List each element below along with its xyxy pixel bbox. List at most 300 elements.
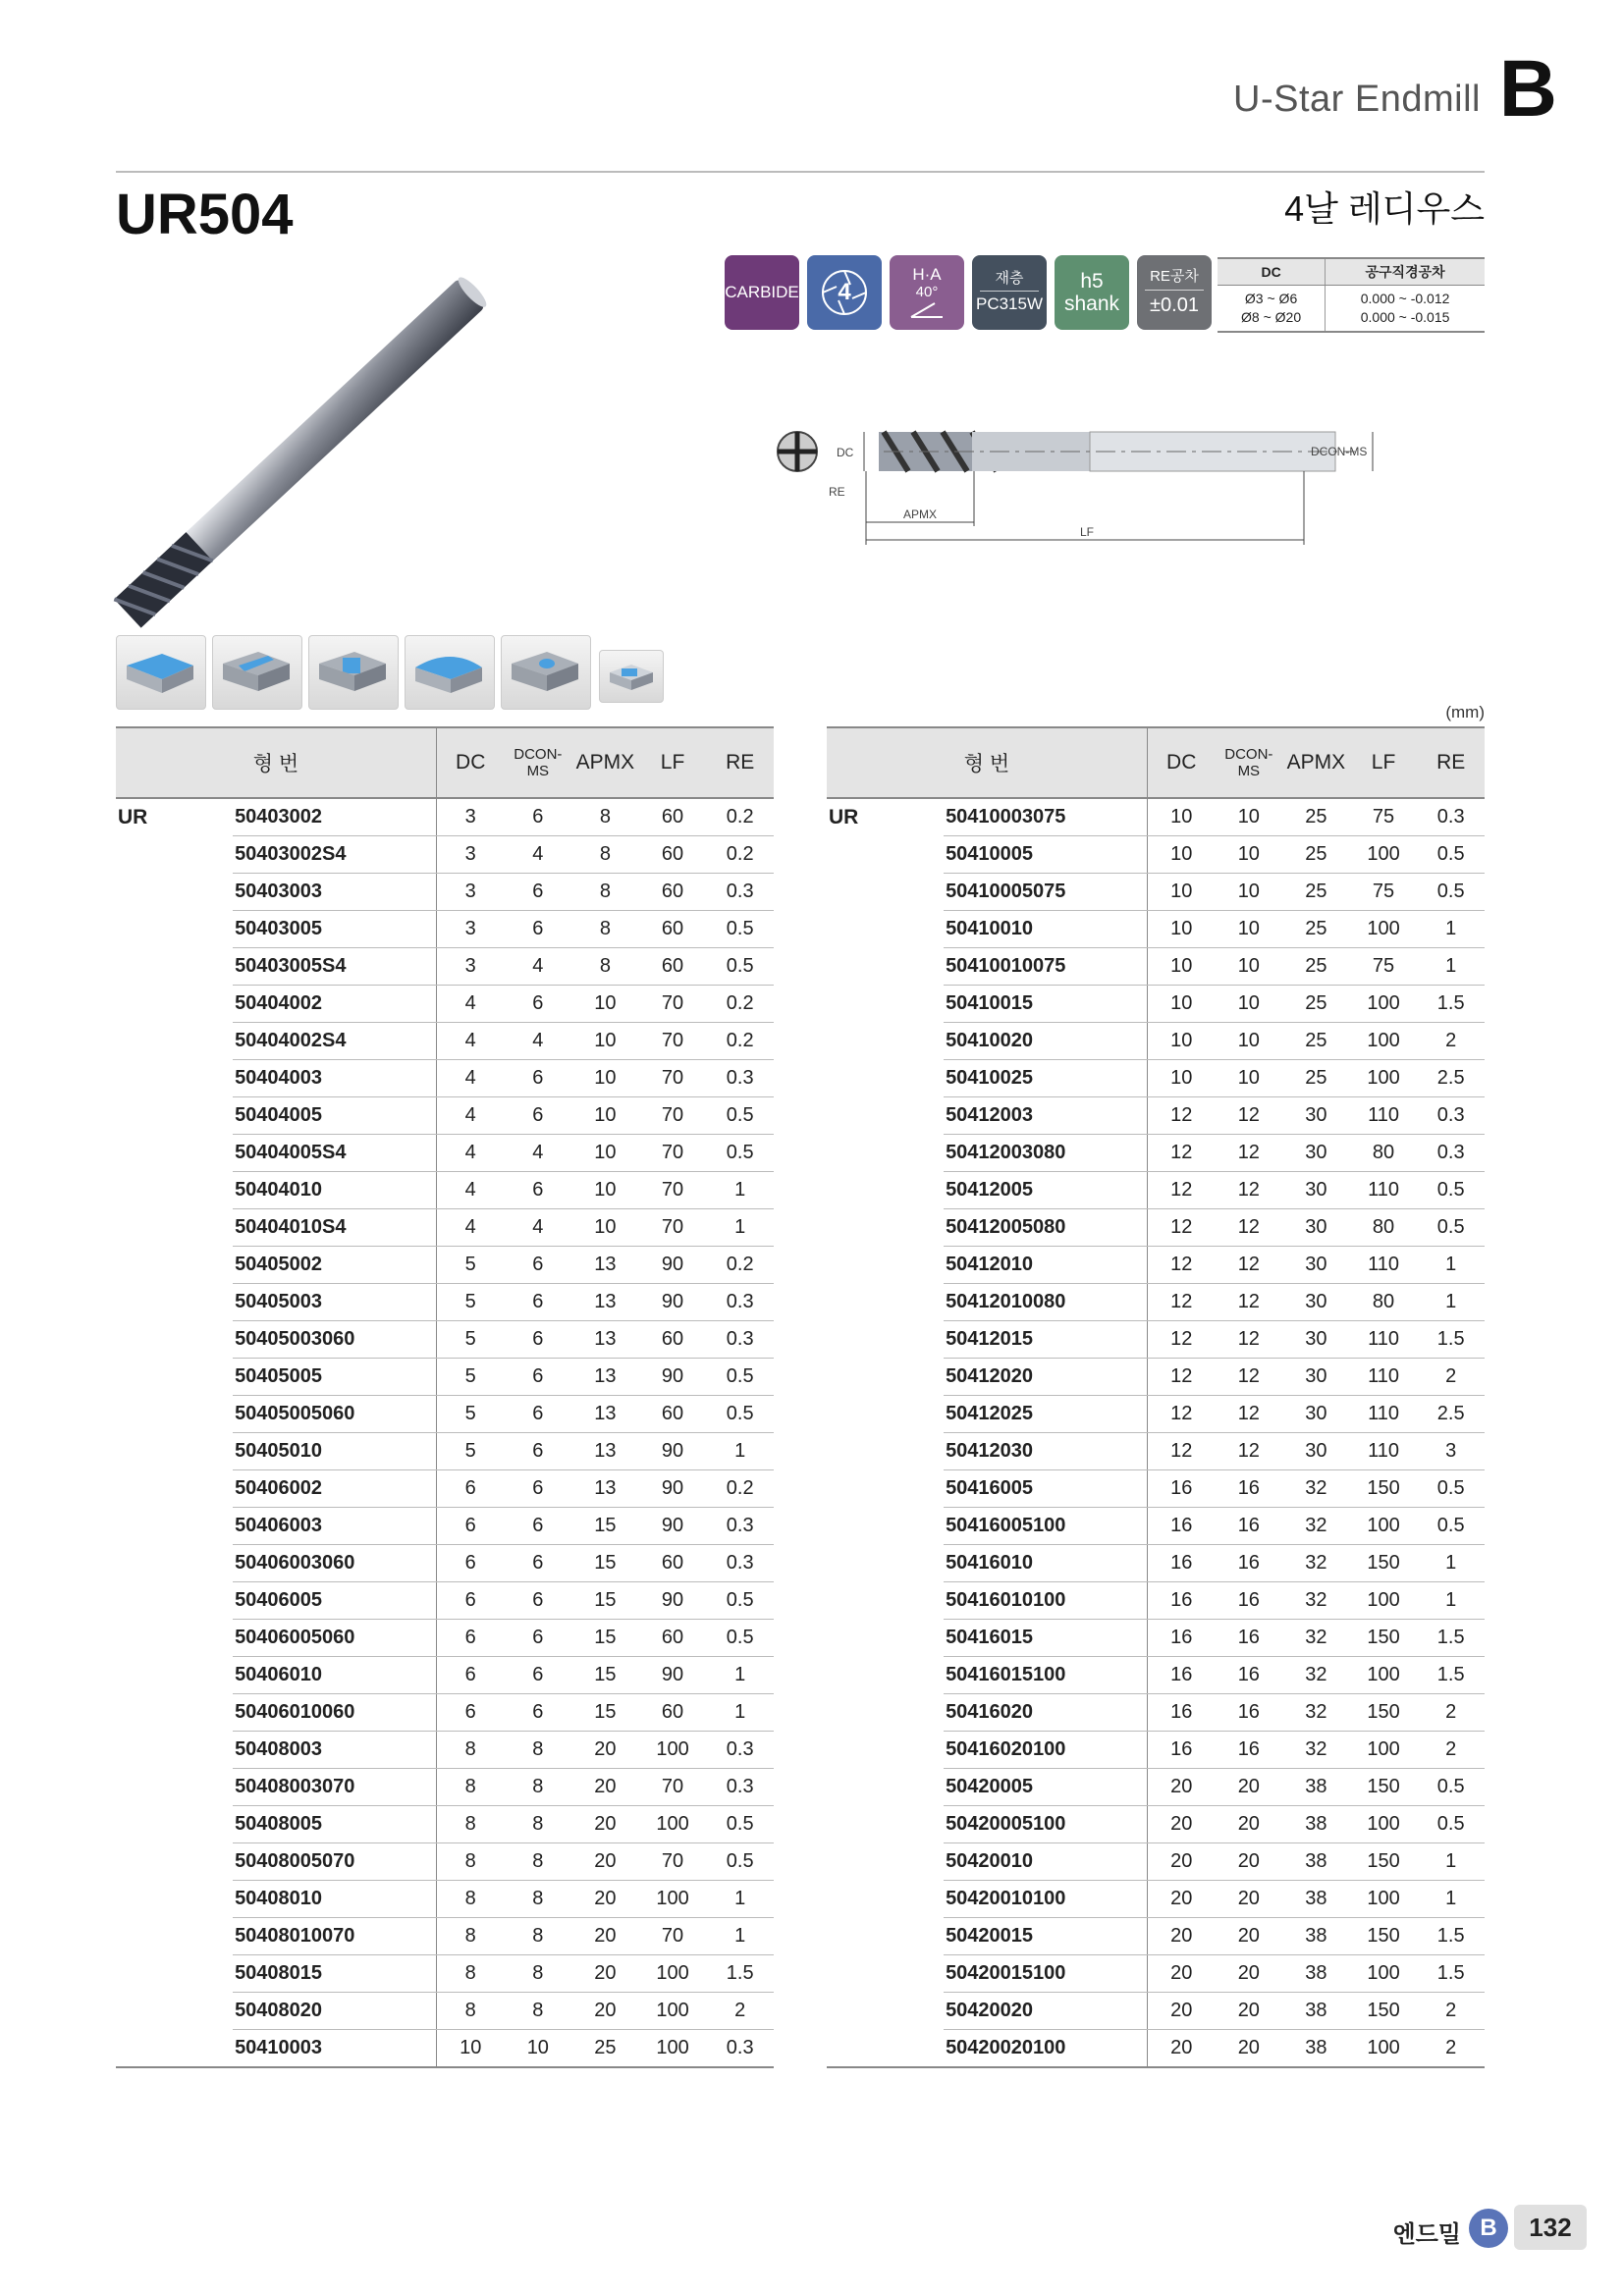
model-code: 50416015100	[944, 1657, 1147, 1694]
apmx-value: 15	[571, 1657, 639, 1694]
dc-value: 12	[1147, 1321, 1215, 1359]
re-value: 1	[1417, 1843, 1485, 1881]
dcon-value: 6	[505, 1694, 572, 1732]
diagram-label-dc: DC	[837, 446, 854, 459]
helix-angle-badge	[890, 255, 964, 330]
table-row	[827, 1097, 1485, 1135]
coating-badge	[972, 255, 1047, 330]
ramping-icon	[599, 650, 664, 703]
model-code: 50408020	[233, 1993, 436, 2030]
dcon-value: 16	[1216, 1694, 1283, 1732]
dcon-value: 8	[505, 1806, 572, 1843]
table-row	[116, 1321, 774, 1359]
lf-value: 110	[1350, 1396, 1418, 1433]
tolerance-dc-large: Ø8 ~ Ø20	[1241, 309, 1302, 325]
dcon-value: 16	[1216, 1470, 1283, 1508]
model-code: 50405003	[233, 1284, 436, 1321]
apmx-value: 38	[1282, 1918, 1350, 1955]
re-value: 1	[706, 1657, 774, 1694]
dc-value: 3	[436, 874, 504, 911]
lf-value: 70	[639, 1918, 707, 1955]
series-prefix	[827, 1993, 944, 2030]
re-tolerance-badge	[1137, 255, 1212, 330]
table-row	[827, 948, 1485, 986]
model-code: 50408003	[233, 1732, 436, 1769]
dc-value: 16	[1147, 1470, 1215, 1508]
table-row	[116, 1806, 774, 1843]
dc-value: 6	[436, 1694, 504, 1732]
re-value: 2	[1417, 1694, 1485, 1732]
lf-value: 100	[639, 1732, 707, 1769]
dcon-value: 20	[1216, 1843, 1283, 1881]
apmx-value: 38	[1282, 2030, 1350, 2068]
dc-value: 12	[1147, 1097, 1215, 1135]
apmx-value: 10	[571, 1209, 639, 1247]
table-row	[827, 1321, 1485, 1359]
badge-separator	[980, 291, 1039, 292]
re-value: 1	[1417, 1545, 1485, 1582]
apmx-value: 10	[571, 1023, 639, 1060]
re-value: 2	[706, 1993, 774, 2030]
unit-note: (mm)	[1445, 703, 1485, 721]
lf-value: 110	[1350, 1172, 1418, 1209]
dcon-value: 8	[505, 1918, 572, 1955]
shoulder-milling-icon	[116, 635, 206, 710]
lf-value: 150	[1350, 1843, 1418, 1881]
dcon-value: 8	[505, 1955, 572, 1993]
apmx-value: 20	[571, 1843, 639, 1881]
re-value: 0.3	[706, 1769, 774, 1806]
dc-value: 10	[1147, 1060, 1215, 1097]
table-row	[827, 1843, 1485, 1881]
series-prefix	[827, 1209, 944, 1247]
table-row	[827, 1881, 1485, 1918]
dc-value: 5	[436, 1284, 504, 1321]
column-header-re: RE	[1417, 727, 1485, 798]
table-row	[827, 1806, 1485, 1843]
model-code: 50404002S4	[233, 1023, 436, 1060]
lf-value: 100	[1350, 1955, 1418, 1993]
lf-value: 60	[639, 836, 707, 874]
lf-value: 150	[1350, 1993, 1418, 2030]
carbide-badge	[725, 255, 799, 330]
model-code: 50404002	[233, 986, 436, 1023]
re-value: 0.5	[1417, 1769, 1485, 1806]
series-prefix: UR	[118, 805, 148, 828]
dcon-value: 12	[1216, 1097, 1283, 1135]
apmx-value: 32	[1282, 1508, 1350, 1545]
series-prefix	[827, 1843, 944, 1881]
dcon-value: 8	[505, 1993, 572, 2030]
dcon-value: 6	[505, 986, 572, 1023]
dcon-value: 6	[505, 1284, 572, 1321]
dcon-value: 20	[1216, 1993, 1283, 2030]
dc-value: 3	[436, 948, 504, 986]
model-code: 50408010	[233, 1881, 436, 1918]
re-value: 0.2	[706, 1470, 774, 1508]
footer-category-label: 엔드밀	[1392, 2221, 1461, 2248]
diagram-label-dcon: DCON-MS	[1311, 445, 1368, 458]
series-prefix	[116, 1993, 233, 2030]
table-row	[116, 1955, 774, 1993]
dc-value: 3	[436, 836, 504, 874]
model-code: 50412010080	[944, 1284, 1147, 1321]
dcon-value: 10	[1216, 798, 1283, 836]
dcon-value: 12	[1216, 1433, 1283, 1470]
lf-value: 110	[1350, 1247, 1418, 1284]
series-prefix	[116, 1769, 233, 1806]
carbide-badge-label: CARBIDE	[725, 282, 799, 301]
model-code: 50416010100	[944, 1582, 1147, 1620]
series-prefix	[827, 836, 944, 874]
table-row	[827, 1918, 1485, 1955]
model-code: 50410010075	[944, 948, 1147, 986]
dcon-value: 16	[1216, 1545, 1283, 1582]
dcon-value: 4	[505, 1023, 572, 1060]
lf-value: 100	[1350, 986, 1418, 1023]
dc-value: 5	[436, 1247, 504, 1284]
model-code: 50403005	[233, 911, 436, 948]
table-row	[827, 2030, 1485, 2068]
model-code: 50406010	[233, 1657, 436, 1694]
dc-value: 20	[1147, 1769, 1215, 1806]
series-prefix	[827, 874, 944, 911]
apmx-value: 30	[1282, 1396, 1350, 1433]
apmx-value: 25	[1282, 798, 1350, 836]
lf-value: 100	[1350, 1657, 1418, 1694]
apmx-value: 30	[1282, 1321, 1350, 1359]
lf-value: 75	[1350, 874, 1418, 911]
apmx-value: 30	[1282, 1247, 1350, 1284]
dcon-value: 4	[505, 836, 572, 874]
apmx-value: 10	[571, 1135, 639, 1172]
series-prefix	[827, 1806, 944, 1843]
model-code: 50408003070	[233, 1769, 436, 1806]
table-row	[116, 1843, 774, 1881]
dc-value: 5	[436, 1433, 504, 1470]
model-code: 50420010	[944, 1843, 1147, 1881]
series-prefix	[827, 1359, 944, 1396]
dcon-value: 6	[505, 1396, 572, 1433]
dc-value: 16	[1147, 1545, 1215, 1582]
profiling-icon	[405, 635, 495, 710]
lf-value: 90	[639, 1433, 707, 1470]
apmx-value: 13	[571, 1284, 639, 1321]
model-code: 50408015	[233, 1955, 436, 1993]
re-value: 0.2	[706, 986, 774, 1023]
lf-value: 100	[1350, 836, 1418, 874]
re-value: 0.5	[706, 1806, 774, 1843]
dc-value: 4	[436, 1209, 504, 1247]
series-prefix	[116, 1881, 233, 1918]
footer-section-badge: B	[1469, 2209, 1508, 2248]
apmx-value: 8	[571, 874, 639, 911]
flutes-count: 4	[838, 278, 851, 305]
series-prefix	[116, 1694, 233, 1732]
model-code: 50412003	[944, 1097, 1147, 1135]
table-row	[116, 1172, 774, 1209]
dc-value: 10	[1147, 836, 1215, 874]
lf-value: 100	[1350, 1582, 1418, 1620]
series-prefix	[827, 1657, 944, 1694]
dcon-value: 6	[505, 1582, 572, 1620]
dc-value: 3	[436, 911, 504, 948]
table-row	[827, 1508, 1485, 1545]
model-code: 50412005080	[944, 1209, 1147, 1247]
series-prefix	[827, 1321, 944, 1359]
dcon-value: 6	[505, 1470, 572, 1508]
model-code: 50406005060	[233, 1620, 436, 1657]
dcon-value: 8	[505, 1769, 572, 1806]
lf-value: 70	[639, 1209, 707, 1247]
dc-value: 8	[436, 1843, 504, 1881]
table-row	[827, 1993, 1485, 2030]
model-code: 50403002	[233, 798, 436, 836]
re-value: 0.3	[706, 1545, 774, 1582]
series-prefix	[116, 948, 233, 986]
apmx-value: 32	[1282, 1470, 1350, 1508]
series-prefix	[827, 1172, 944, 1209]
series-prefix	[116, 1060, 233, 1097]
apmx-value: 30	[1282, 1433, 1350, 1470]
lf-value: 80	[1350, 1209, 1418, 1247]
table-row	[116, 1881, 774, 1918]
model-code: 50412030	[944, 1433, 1147, 1470]
dcon-value: 4	[505, 1135, 572, 1172]
re-value: 2	[1417, 2030, 1485, 2068]
dcon-value: 12	[1216, 1396, 1283, 1433]
model-code: 50406010060	[233, 1694, 436, 1732]
re-value: 1.5	[706, 1955, 774, 1993]
coating-label: 재층	[995, 269, 1024, 287]
re-value: 1	[1417, 1284, 1485, 1321]
table-row	[827, 1135, 1485, 1172]
series-prefix	[116, 1396, 233, 1433]
dc-value: 16	[1147, 1620, 1215, 1657]
lf-value: 100	[1350, 1060, 1418, 1097]
model-code: 50404010S4	[233, 1209, 436, 1247]
dc-value: 10	[1147, 986, 1215, 1023]
column-header-re: RE	[706, 727, 774, 798]
tolerance-header-dc: DC	[1218, 258, 1326, 286]
model-code: 50406002	[233, 1470, 436, 1508]
series-prefix	[116, 1433, 233, 1470]
apmx-value: 25	[1282, 986, 1350, 1023]
dc-value: 10	[1147, 798, 1215, 836]
dcon-value: 6	[505, 1097, 572, 1135]
dc-value: 4	[436, 1135, 504, 1172]
apmx-value: 38	[1282, 1955, 1350, 1993]
dc-value: 16	[1147, 1582, 1215, 1620]
dc-value: 6	[436, 1508, 504, 1545]
series-prefix	[116, 1359, 233, 1396]
dc-value: 16	[1147, 1508, 1215, 1545]
series-prefix	[116, 874, 233, 911]
re-value: 0.5	[706, 1843, 774, 1881]
dc-value: 20	[1147, 1993, 1215, 2030]
re-value: 1.5	[1417, 1918, 1485, 1955]
model-code: 50406005	[233, 1582, 436, 1620]
model-code: 50416005100	[944, 1508, 1147, 1545]
re-value: 0.3	[1417, 798, 1485, 836]
page-number: 132	[1514, 2205, 1587, 2250]
dc-value: 20	[1147, 1806, 1215, 1843]
dc-value: 12	[1147, 1284, 1215, 1321]
table-row	[827, 874, 1485, 911]
model-code: 50410020	[944, 1023, 1147, 1060]
dc-value: 10	[1147, 874, 1215, 911]
re-value: 0.5	[706, 1359, 774, 1396]
lf-value: 150	[1350, 1545, 1418, 1582]
re-value: 0.3	[1417, 1097, 1485, 1135]
dc-value: 5	[436, 1321, 504, 1359]
dc-value: 6	[436, 1620, 504, 1657]
re-value: 0.5	[1417, 1470, 1485, 1508]
dc-value: 20	[1147, 1843, 1215, 1881]
dcon-value: 6	[505, 874, 572, 911]
re-tolerance-value: ±0.01	[1150, 294, 1199, 316]
re-value: 1	[1417, 1881, 1485, 1918]
dcon-value: 6	[505, 1433, 572, 1470]
dcon-value: 16	[1216, 1620, 1283, 1657]
model-code: 50420020100	[944, 2030, 1147, 2068]
series-prefix	[827, 1620, 944, 1657]
dcon-value: 10	[1216, 986, 1283, 1023]
re-value: 0.5	[706, 948, 774, 986]
tolerance-dc-small: Ø3 ~ Ø6	[1244, 291, 1298, 306]
apmx-value: 25	[1282, 948, 1350, 986]
model-code: 50410003	[233, 2030, 436, 2068]
re-value: 0.2	[706, 836, 774, 874]
model-code: 50420005100	[944, 1806, 1147, 1843]
table-row	[116, 1135, 774, 1172]
dc-value: 8	[436, 1918, 504, 1955]
re-value: 2	[1417, 1359, 1485, 1396]
tolerance-value-large: 0.000 ~ -0.015	[1360, 309, 1450, 325]
re-value: 2	[1417, 1993, 1485, 2030]
model-code: 50406003	[233, 1508, 436, 1545]
apmx-value: 38	[1282, 1769, 1350, 1806]
apmx-value: 10	[571, 1097, 639, 1135]
dcon-value: 16	[1216, 1657, 1283, 1694]
model-code: 50416005	[944, 1470, 1147, 1508]
column-header-dcon: DCON-MS	[505, 727, 572, 798]
series-prefix	[827, 948, 944, 986]
model-code: 50408005070	[233, 1843, 436, 1881]
series-prefix	[116, 1470, 233, 1508]
dc-value: 5	[436, 1359, 504, 1396]
series-prefix	[116, 836, 233, 874]
model-code: 50410005075	[944, 874, 1147, 911]
apmx-value: 20	[571, 1955, 639, 1993]
table-row	[827, 911, 1485, 948]
model-code: 50410015	[944, 986, 1147, 1023]
dc-value: 4	[436, 1097, 504, 1135]
model-code: 50412003080	[944, 1135, 1147, 1172]
table-row	[116, 1247, 774, 1284]
model-code: 50420005	[944, 1769, 1147, 1806]
lf-value: 150	[1350, 1769, 1418, 1806]
dc-value: 12	[1147, 1433, 1215, 1470]
lf-value: 60	[639, 1694, 707, 1732]
helix-angle-value: 40°	[915, 284, 939, 301]
apmx-value: 32	[1282, 1694, 1350, 1732]
table-row	[827, 986, 1485, 1023]
dc-value: 4	[436, 1172, 504, 1209]
series-prefix	[116, 1247, 233, 1284]
lf-value: 75	[1350, 798, 1418, 836]
series-prefix	[827, 1060, 944, 1097]
dc-value: 10	[1147, 1023, 1215, 1060]
series-prefix	[116, 911, 233, 948]
re-value: 1	[706, 1209, 774, 1247]
series-prefix	[827, 1694, 944, 1732]
dc-value: 12	[1147, 1396, 1215, 1433]
table-row	[116, 1097, 774, 1135]
re-value: 0.5	[1417, 836, 1485, 874]
lf-value: 110	[1350, 1321, 1418, 1359]
slotting-icon	[212, 635, 302, 710]
lf-value: 60	[639, 1545, 707, 1582]
dc-value: 16	[1147, 1657, 1215, 1694]
re-value: 0.2	[706, 1023, 774, 1060]
series-prefix	[116, 1135, 233, 1172]
re-value: 2	[1417, 1023, 1485, 1060]
lf-value: 60	[639, 1321, 707, 1359]
apmx-value: 32	[1282, 1620, 1350, 1657]
lf-value: 90	[639, 1508, 707, 1545]
series-prefix: UR	[829, 805, 859, 828]
model-code: 50403003	[233, 874, 436, 911]
column-header-model: 형 번	[827, 727, 1147, 798]
apmx-value: 20	[571, 1918, 639, 1955]
apmx-value: 38	[1282, 1843, 1350, 1881]
shank-badge	[1055, 255, 1129, 330]
apmx-value: 10	[571, 986, 639, 1023]
series-prefix	[116, 1732, 233, 1769]
table-row	[827, 1732, 1485, 1769]
series-prefix	[116, 1172, 233, 1209]
model-code: 50410003075	[944, 798, 1147, 836]
apmx-value: 32	[1282, 1732, 1350, 1769]
apmx-value: 30	[1282, 1209, 1350, 1247]
brand-title: U-Star Endmill	[1233, 79, 1481, 120]
apmx-value: 13	[571, 1321, 639, 1359]
model-code: 50416015	[944, 1620, 1147, 1657]
table-row	[827, 1209, 1485, 1247]
re-value: 0.3	[706, 1508, 774, 1545]
plunging-icon	[501, 635, 591, 710]
dcon-value: 6	[505, 1321, 572, 1359]
model-code: 50410010	[944, 911, 1147, 948]
table-row	[116, 798, 774, 836]
re-value: 2.5	[1417, 1060, 1485, 1097]
apmx-value: 30	[1282, 1359, 1350, 1396]
dcon-value: 20	[1216, 1955, 1283, 1993]
lf-value: 100	[1350, 1732, 1418, 1769]
model-code: 50420015100	[944, 1955, 1147, 1993]
lf-value: 100	[639, 1993, 707, 2030]
table-row	[116, 1060, 774, 1097]
table-row	[827, 1470, 1485, 1508]
table-row	[116, 1657, 774, 1694]
dc-value: 6	[436, 1582, 504, 1620]
lf-value: 110	[1350, 1097, 1418, 1135]
re-value: 0.5	[1417, 1806, 1485, 1843]
re-value: 0.3	[706, 1284, 774, 1321]
lf-value: 70	[639, 986, 707, 1023]
series-prefix	[827, 1582, 944, 1620]
